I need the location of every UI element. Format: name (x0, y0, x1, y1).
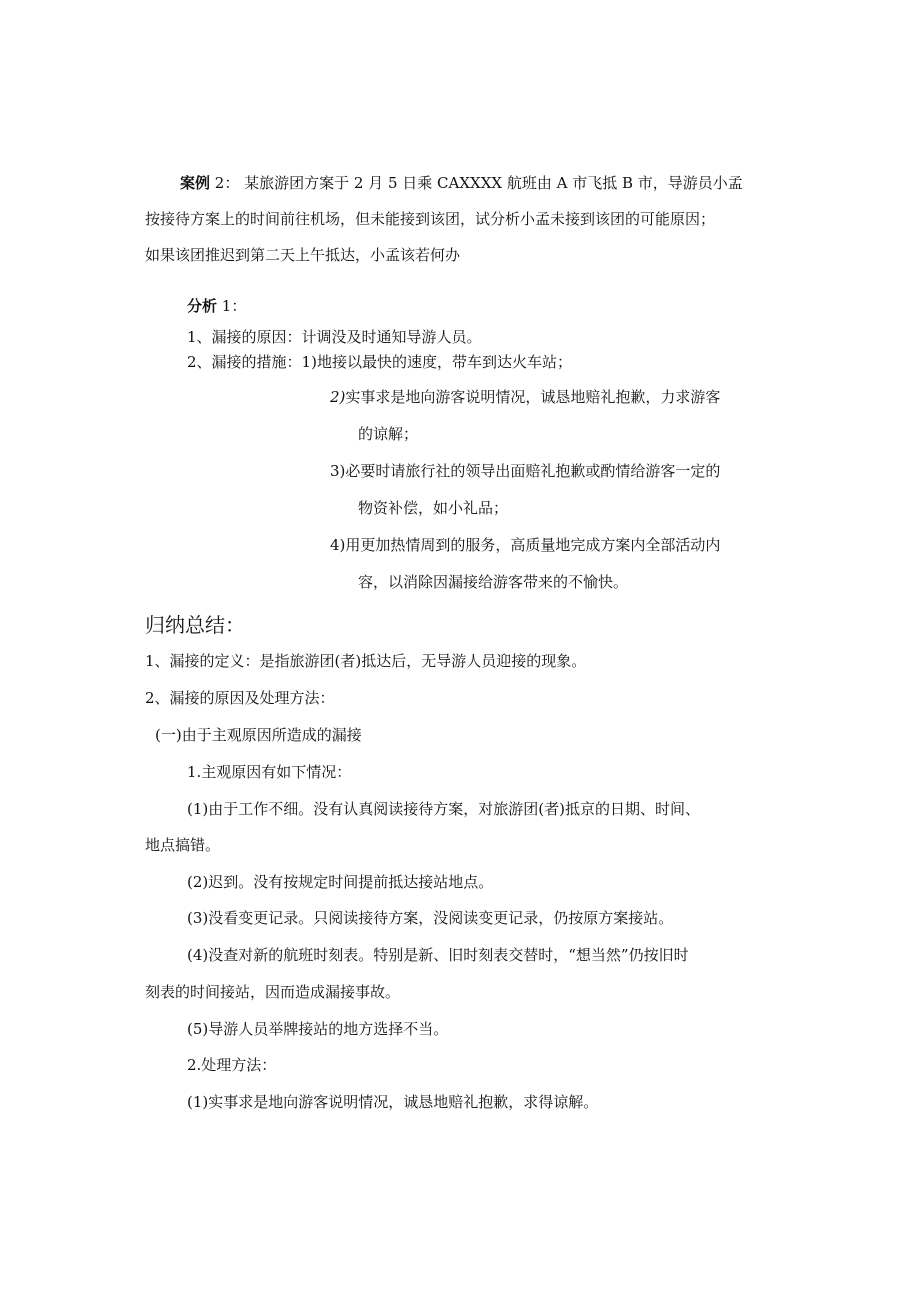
reason-4-line-2: 刻表的时间接站，因而造成漏接事故。 (145, 983, 401, 1001)
summary-reason-title: 2、漏接的原因及处理方法： (145, 689, 335, 707)
measure-3-line-1: 3)必要时请旅行社的领导出面赔礼抱歉或酌情给游客一定的 (330, 462, 721, 480)
case-text-1: 某旅游团方案于 2 月 5 日乘 CAXXXX 航班由 A 市飞抵 B 市，导游员小孟 (244, 174, 743, 192)
handling-1: (1)实事求是地向游客说明情况，诚恳地赔礼抱歉，求得谅解。 (187, 1093, 599, 1111)
handling-title: 2.处理方法： (187, 1056, 277, 1074)
summary-title: 归纳总结： (145, 613, 245, 637)
case-line-1 (180, 173, 743, 193)
analysis-item-2-lead: 2、漏接的措施： (187, 353, 302, 371)
measure-2-line-1 (330, 387, 720, 407)
measure-1: 1)地接以最快的速度，带车到达火车站； (301, 353, 572, 371)
measure-3-line-2: 物资补偿，如小礼品； (358, 499, 509, 517)
subjective-cases-title: 1.主观原因有如下情况： (187, 763, 352, 781)
reason-2: (2)迟到。没有按规定时间提前抵达接站地点。 (187, 873, 494, 891)
measure-2-text: 实事求是地向游客说明情况，诚恳地赔礼抱歉，力求游客 (345, 388, 721, 406)
analysis-label: 分析 (187, 297, 218, 315)
analysis-heading (187, 296, 246, 316)
measure-2-line-2: 的谅解； (358, 425, 419, 443)
reason-1-line-2: 地点搞错。 (145, 836, 221, 854)
case-number: 2： (214, 174, 240, 192)
measure-4-line-1: 4)用更加热情周到的服务，高质量地完成方案内全部活动内 (330, 536, 721, 554)
case-line-3: 如果该团推迟到第二天上午抵达，小孟该若何办 (145, 246, 461, 264)
section-subjective: (一)由于主观原因所造成的漏接 (155, 726, 362, 744)
reason-5: (5)导游人员举牌接站的地方选择不当。 (187, 1020, 449, 1038)
analysis-number: 1： (221, 297, 247, 315)
reason-4-line-1: (4)没查对新的航班时刻表。特别是新、旧时刻表交替时，“想当然”仍按旧时 (187, 946, 689, 964)
reason-1-line-1: (1)由于工作不细。没有认真阅读接待方案，对旅游团(者)抵京的日期、时间、 (187, 800, 700, 818)
analysis-item-1: 1、漏接的原因：计调没及时通知导游人员。 (187, 328, 482, 346)
case-label: 案例 (180, 174, 211, 192)
measure-4-line-2: 容，以消除因漏接给游客带来的不愉快。 (358, 573, 629, 591)
measure-2-number: 2) (330, 388, 346, 406)
case-line-2: 按接待方案上的时间前往机场，但未能接到该团，试分析小孟未接到该团的可能原因； (145, 210, 716, 228)
reason-3: (3)没看变更记录。只阅读接待方案，没阅读变更记录，仍按原方案接站。 (187, 909, 674, 927)
analysis-item-2 (187, 352, 572, 372)
summary-definition: 1、漏接的定义：是指旅游团(者)抵达后，无导游人员迎接的现象。 (145, 652, 587, 670)
